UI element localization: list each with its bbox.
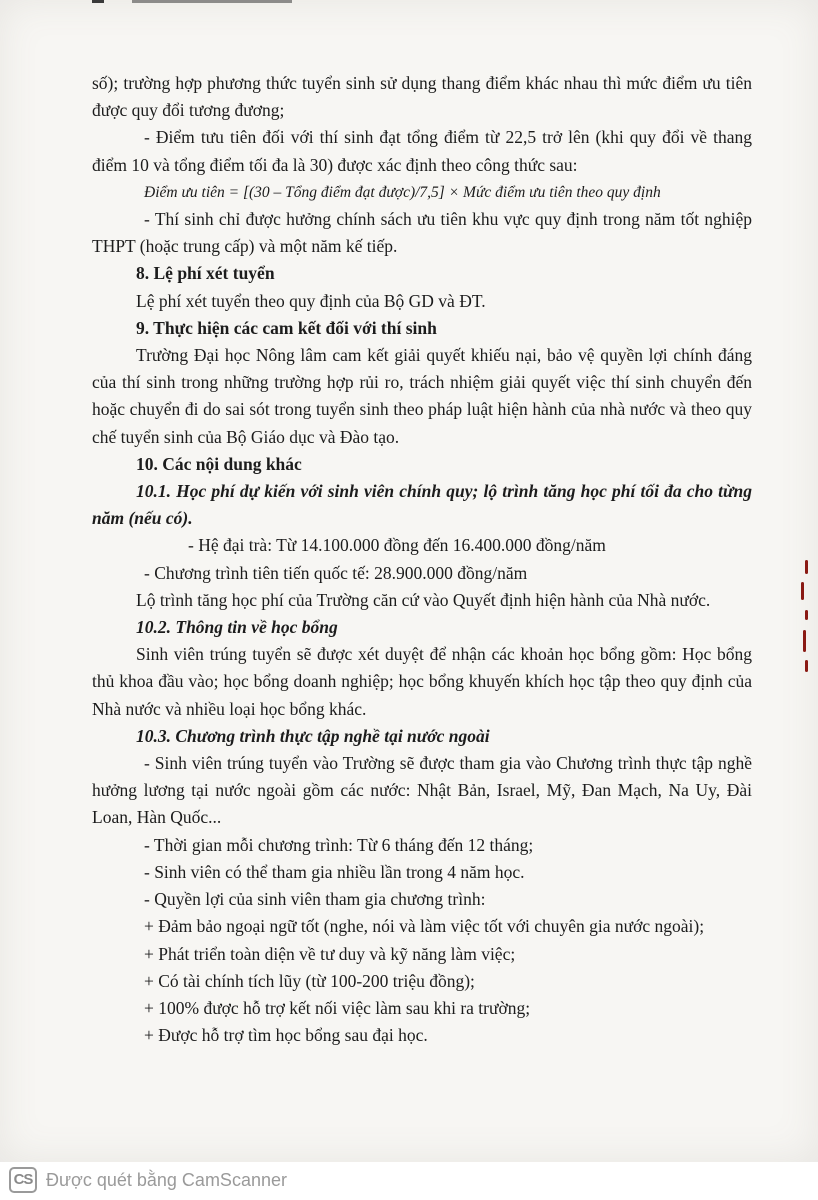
paragraph-region-priority: - Thí sinh chỉ được hưởng chính sách ưu tiên khu vực quy định trong năm tốt nghiệp THPT (hoặc trung cấp) và một năm kế tiếp. [92, 209, 752, 257]
paragraph-admission-fee: Lệ phí xét tuyển theo quy định của Bộ GD và ĐT. [136, 290, 486, 311]
paragraph-scholarships: Sinh viên trúng tuyển sẽ được xét duyệt để nhận các khoản học bổng gồm: Học bổng thủ khoa đầu vào; học bổng doanh nghiệp; học bổng khuyến khích học tập theo quy định của Nhà nước và nhiều loại học bổng khác. [92, 644, 752, 719]
top-edge-mark [92, 0, 292, 6]
tuition-standard: - Hệ đại trà: Từ 14.100.000 đồng đến 16.400.000 đồng/năm [188, 535, 606, 556]
paragraph-internship-countries: - Sinh viên trúng tuyển vào Trường sẽ được tham gia vào Chương trình thực tập nghề hưởng lương tại nước ngoài gồm các nước: Nhật Bản, Israel, Mỹ, Đan Mạch, Na Uy, Đài Loan, Hàn Quốc... [92, 753, 752, 828]
heading-other-content: 10. Các nội dung khác [136, 453, 302, 474]
priority-formula: Điểm ưu tiên = [(30 – Tổng điểm đạt được)/7,5] × Mức điểm ưu tiên theo quy định [144, 183, 661, 201]
heading-commitments: 9. Thực hiện các cam kết đối với thí sinh [136, 317, 437, 338]
benefit-item: + 100% được hỗ trợ kết nối việc làm sau khi ra trường; [144, 997, 531, 1018]
list-item: - Sinh viên có thể tham gia nhiều lần trong 4 năm học. [144, 861, 525, 882]
list-item: - Thời gian mỗi chương trình: Từ 6 tháng đến 12 tháng; [144, 834, 534, 855]
camscanner-footer [0, 1162, 818, 1200]
paragraph-priority-score-rule: - Điểm tưu tiên đối với thí sinh đạt tổng điểm từ 22,5 trở lên (khi quy đổi về thang điểm 10 và tổng điểm tối đa là 30) được xác định theo công thức sau: [92, 127, 752, 175]
paragraph-priority-conversion: số); trường hợp phương thức tuyển sinh sử dụng thang điểm khác nhau thì mức điểm ưu tiên được quy đổi tương đương; [92, 73, 752, 121]
document-body [92, 70, 752, 1049]
camscanner-label: Được quét bằng CamScanner [46, 1170, 287, 1190]
benefit-item: + Đảm bảo ngoại ngữ tốt (nghe, nói và làm việc tốt với chuyên gia nước ngoài); [144, 916, 705, 937]
paragraph-tuition-roadmap: Lộ trình tăng học phí của Trường căn cứ vào Quyết định hiện hành của Nhà nước. [136, 589, 711, 610]
tuition-advanced: - Chương trình tiên tiến quốc tế: 28.900.000 đồng/năm [144, 562, 528, 583]
benefit-item: + Phát triển toàn diện về tư duy và kỹ năng làm việc; [144, 943, 516, 964]
heading-tuition: 10.1. Học phí dự kiến với sinh viên chính quy; lộ trình tăng học phí tối đa cho từng năm (nếu có). [92, 481, 752, 529]
camscanner-logo-icon: CS [9, 1167, 37, 1193]
heading-internship-abroad: 10.3. Chương trình thực tập nghề tại nước ngoài [136, 725, 490, 746]
benefit-item: + Được hỗ trợ tìm học bổng sau đại học. [144, 1025, 428, 1046]
benefit-item: + Có tài chính tích lũy (từ 100-200 triệu đồng); [144, 970, 475, 991]
list-item: - Quyền lợi của sinh viên tham gia chương trình: [144, 889, 486, 910]
heading-scholarships: 10.2. Thông tin về học bổng [136, 617, 338, 638]
margin-handwritten-mark [788, 560, 818, 680]
heading-admission-fee: 8. Lệ phí xét tuyển [136, 263, 275, 284]
paragraph-commitments: Trường Đại học Nông lâm cam kết giải quyết khiếu nại, bảo vệ quyền lợi chính đáng của thí sinh trong những trường hợp rủi ro, trách nhiệm giải quyết việc thí sinh chuyển đến hoặc chuyển đi do sai sót trong tuyển sinh theo pháp luật hiện hành của nhà nước và theo quy chế tuyển sinh của Bộ Giáo dục và Đào tạo. [92, 345, 752, 447]
